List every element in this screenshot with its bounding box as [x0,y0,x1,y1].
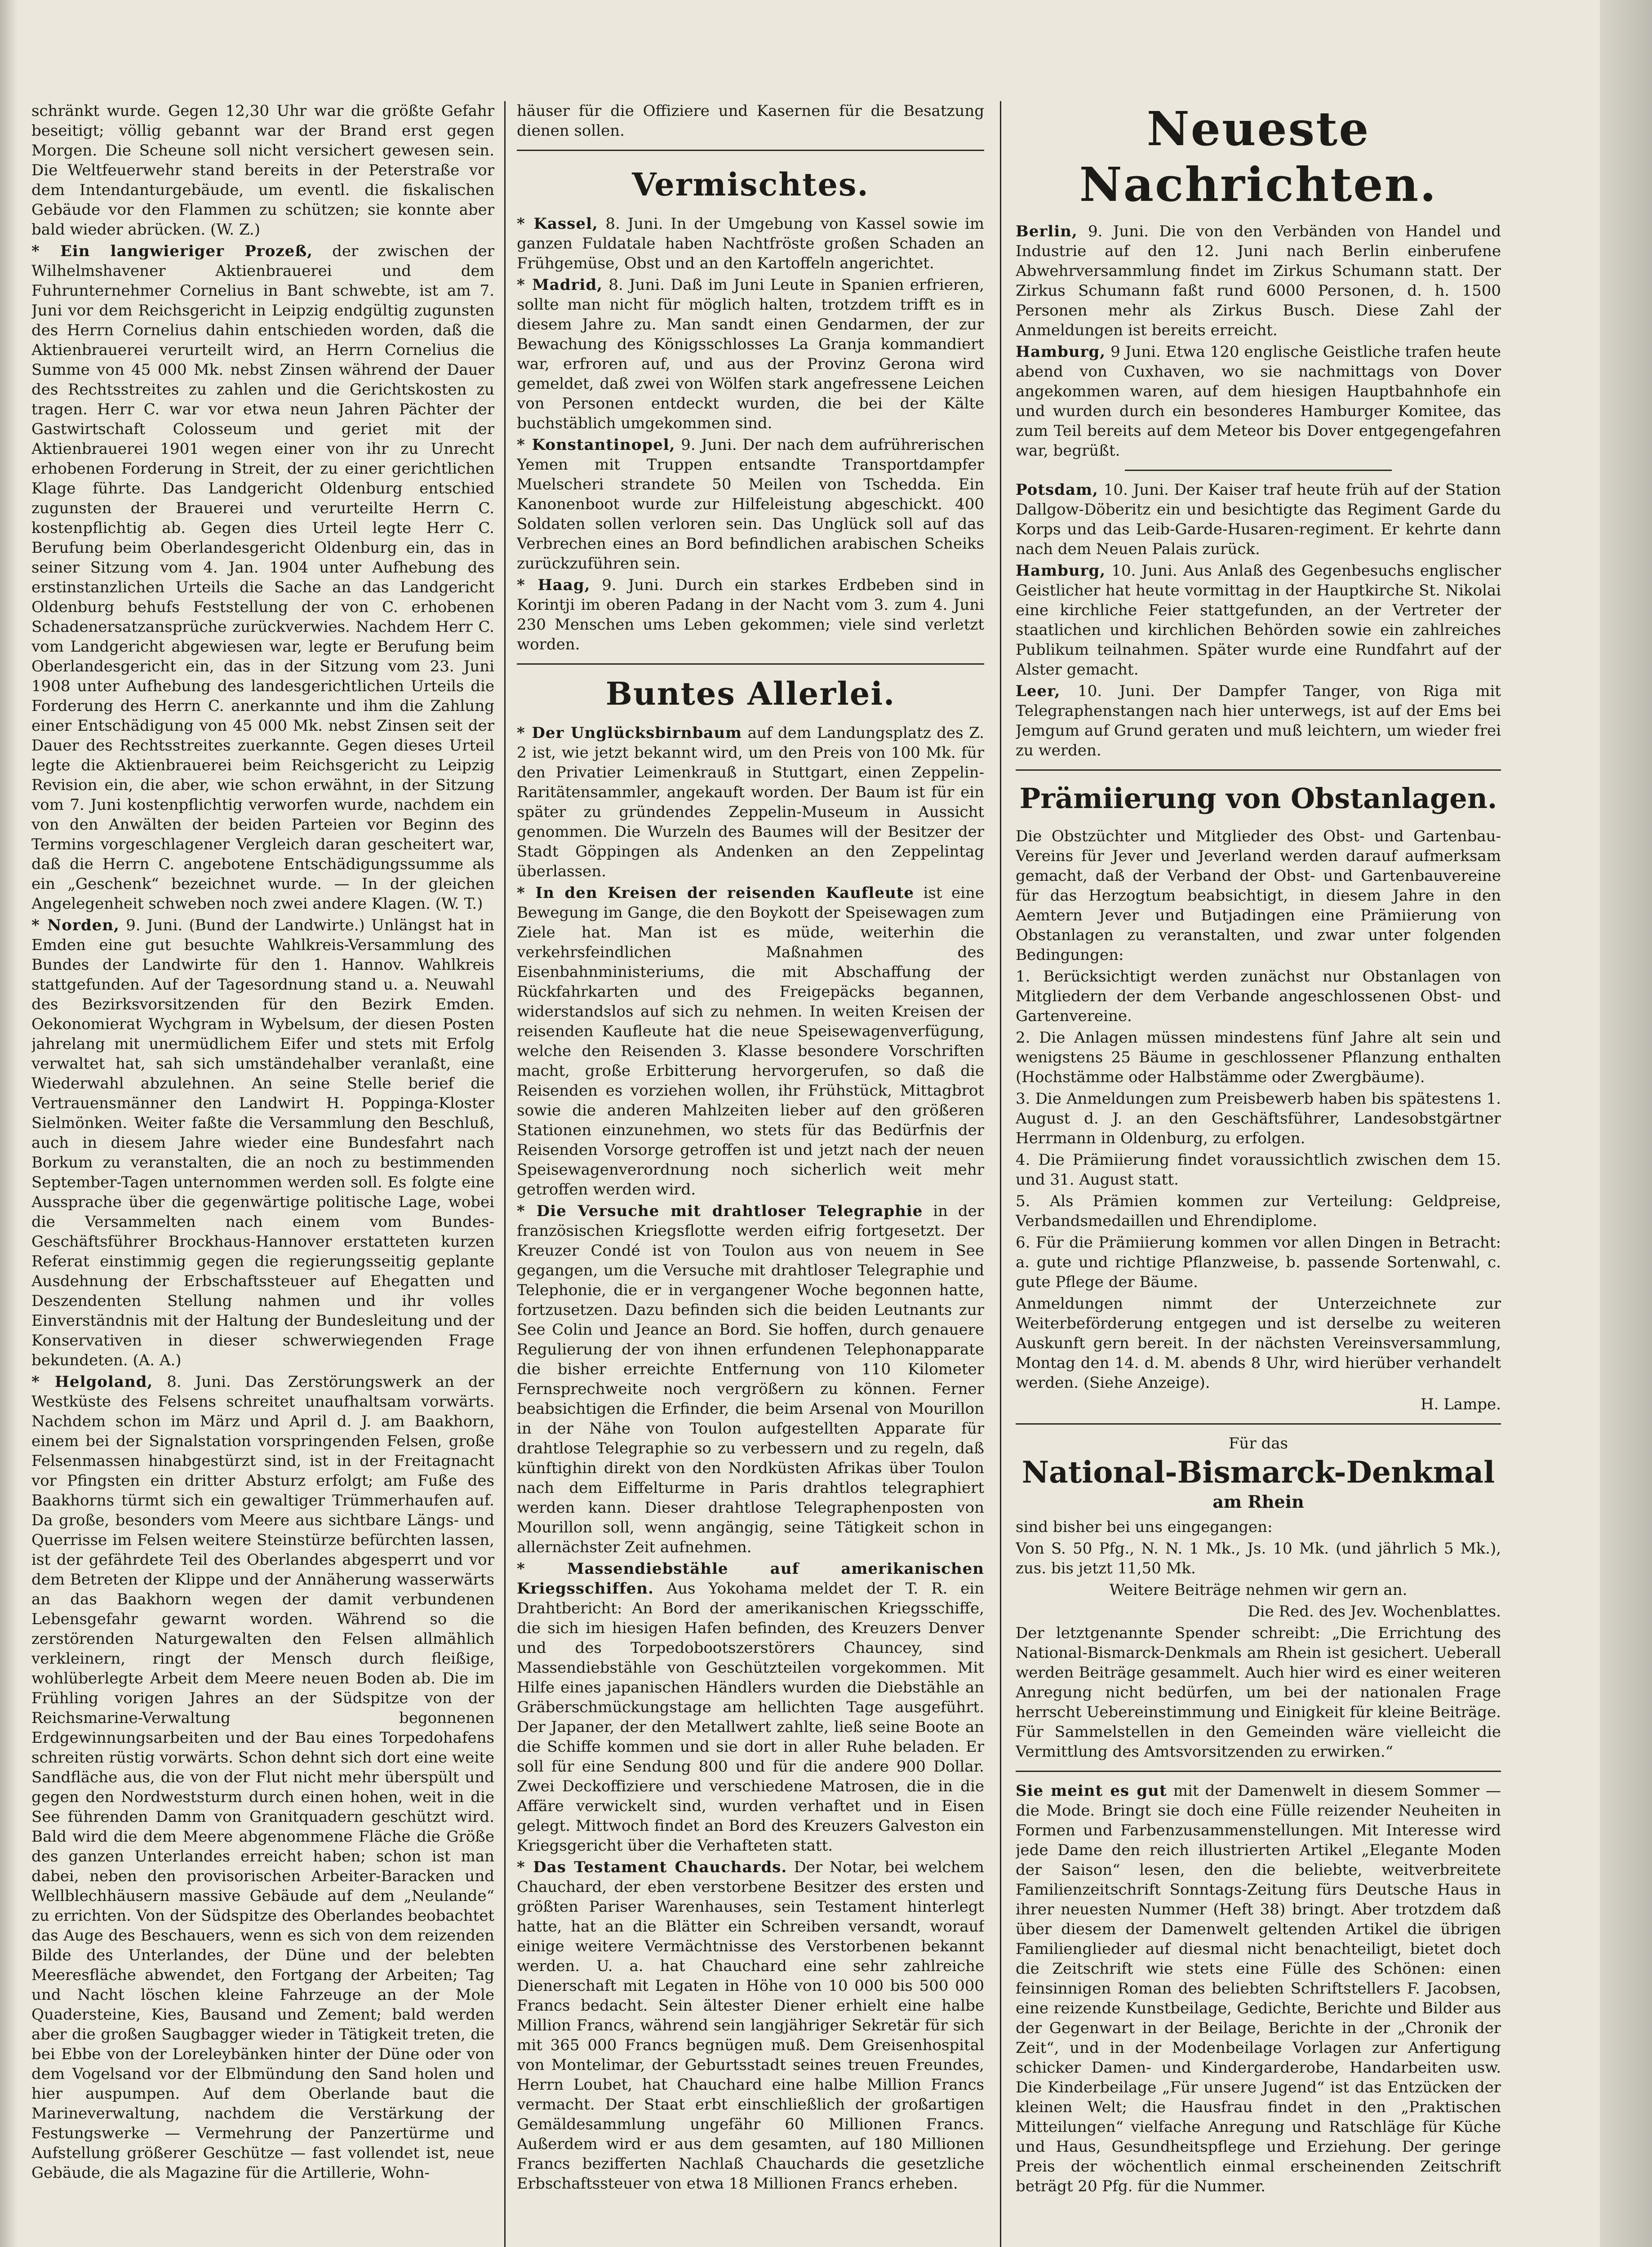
dateline: Leer, [1016,682,1061,700]
dateline: Berlin, [1016,222,1078,240]
article-heading: * Ein langwieriger Prozeß, [31,242,313,260]
news-potsdam [1016,480,1501,559]
article-heading: * Haag, [517,576,591,594]
dateline: Hamburg, [1016,343,1106,361]
article-birnbaum [517,723,984,881]
article-heading: * Konstantinopel, [517,436,675,454]
article-konstantinopel [517,435,984,573]
article-body: 8. Juni. Das Zerstörungswerk an der Westküste des Felsens schreitet unaufhaltsam vorwärts. Nachdem schon im März und April d. J. am Baakhorn, einem bei der Signalstation vorspringenden Felsen, große Felsenmassen hinabgestürzt sind, ist in der Freitagnacht vor Pfingsten ein dritter Absturz erfolgt; am Fuße des Baakhorns türmt sich ein gewaltiger Trümmerhaufen auf. Da große, besonders vom Meere aus sichtbare Längs- und Querrisse im Felsen weitere Steinstürze befürchten lassen, ist der gefährdete Teil des Oberlandes abgesperrt und vor dem Betreten der Klippe und der Annäherung wasserwärts an das Baakhorn wegen der damit verbundenen Lebensgefahr gewarnt worden. Während so die zerstörenden Naturgewalten den Felsen allmählich verkleinern, ringt der Mensch durch fleißige, wohlüberlegte Arbeit dem Meere neuen Boden ab. Die im Frühling vorigen Jahres an der Südspitze von der Reichsmarine-Verwaltung begonnenen Erdgewinnungsarbeiten und der Bau eines Torpedohafens schreiten rüstig vorwärts. Schon dehnt sich dort eine weite Sandfläche aus, die von der Flut nicht mehr überspült und gegen den Nordweststurm durch einen hohen, weit in die See führenden Damm von Granitquadern geschützt wird. Bald wird die dem Meere abgenommene Fläche die Größe des ganzen Unterlandes erreicht haben; schon ist man dabei, neben den provisorischen Arbeiter-Baracken und Wellblechhäusern massive Gebäude auf dem „Neulande“ zu errichten. Von der Südspitze des Oberlandes beobachtet das Auge des Beschauers, wenn es sich von dem reizenden Bilde des Unterlandes, der Düne und der belebten Meeresfläche abwendet, den Fortgang der Arbeiten; Tag und Nacht löschen kleine Fahrzeuge an der Mole Quadersteine, Kies, Bausand und Zement; bald werden aber die großen Saugbagger wieder in Tätigkeit treten, die bei Ebbe von der Loreleybänken hinter der Düne oder von dem Vogelsand vor der Elbmündung den Sand holen und hier auspumpen. Auf dem Oberlande baut die Marineverwaltung, nachdem die Verstärkung der Festungswerke — Vermehrung der Panzertürme und Aufstellung größerer Geschütze — fast vollendet ist, neue Gebäude, die als Magazine für die Artillerie, Wohn- [31,1373,494,2182]
praemiierung-condition-6: 6. Für die Prämiierung kommen vor allen Dingen in Betracht: a. gute und richtige Pflanzweise, b. passende Sortenwahl, c. gute Pflege der Bäume. [1016,1234,1501,1291]
donations-intro: sind bisher bei uns eingegangen: [1016,1518,1273,1536]
column-3 [1016,101,1501,2247]
news-hamburg-1 [1016,342,1501,461]
column-2 [517,101,984,2247]
article-body: der zwischen der Wilhelmshavener Aktienbrauerei und dem Fuhrunternehmer Cornelius in Bant schwebte, ist am 7. Juni vor dem Reichsgericht in Leipzig endgültig zugunsten des Herrn Cornelius dahin entschieden worden, daß die Aktienbrauerei verurteilt wird, an Herrn Cornelius die Summe von 45 000 Mk. nebst Zinsen während der Dauer des Rechtsstreites zu zahlen und die Gerichtskosten zu tragen. Herr C. war vor etwa neun Jahren Pächter der Gastwirtschaft Colosseum und geriet mit der Aktienbrauerei 1901 wegen einer von ihr zu Unrecht erhobenen Forderung in Streit, der zu einer gerichtlichen Klage führte. Das Landgericht Oldenburg entschied zugunsten der Brauerei und verurteilte Herrn C. kostenpflichtig ab. Gegen dies Urteil legte Herr C. Berufung beim Oberlandesgericht Oldenburg ein, das in seiner Sitzung vom 4. Jan. 1904 unter Aufhebung des erstinstanzlichen Urteils die Sache an das Landgericht Oldenburg behufs Feststellung der von C. erhobenen Schadenersatzansprüche zurückverwies. Nachdem Herr C. vom Landgericht abgewiesen war, legte er Berufung beim Oberlandesgericht ein, das in der Sitzung vom 23. Juni 1908 unter Aufhebung des landesgerichtlichen Urteils die Forderung des Herrn C. anerkannte und ihm die Zahlung einer Entschädigung von 45 000 Mk. nebst Zinsen seit der Dauer des Rechtsstreites zuerkannte. Gegen dieses Urteil legte die Aktienbrauerei beim Reichsgericht zu Leipzig Revision ein, die aber, wie schon erwähnt, in der Sitzung vom 7. Juni kostenpflichtig verworfen wurde, nachdem ein von den Anwälten der beiden Parteien vor Beginn des Termins vorgeschlagener Vergleich daran gescheitert war, daß die Herrn C. angebotene Entschädigungssumme als ein „Geschenk“ bezeichnet wurde. — In der gleichen Angelegenheit schweben noch zwei andere Klagen. (W. T.) [31,242,494,913]
column-rule-2 [1000,101,1001,2247]
page-edge [1600,0,1652,2247]
article-body: Der Notar, bei welchem Chauchard, der eben verstorbene Besitzer des ersten und größten Pariser Warenhauses, sein Testament hinterlegt hatte, hat an die Blätter ein Schreiben versandt, worauf einige weitere Vermächtnisse des Verstorbenen bekannt werden. U. a. hat Chauchard eine sehr zahlreiche Dienerschaft mit Legaten in Höhe von 10 000 bis 500 000 Francs bedacht. Sein ältester Diener erhielt eine halbe Million Francs, während sein langjähriger Sekretär für sich mit 365 000 Francs begnügen muß. Dem Greisenhospital von Montelimar, der Geburtsstadt seines treuen Freundes, Herrn Loubet, hat Chauchard eine halbe Million Francs vermacht. Der Staat erbt einschließlich der großartigen Gemäldesammlung ungefähr 60 Millionen Francs. Außerdem wird er aus dem gesamten, auf 180 Millionen Francs bezifferten Nachlaß Chauchards die gesetzliche Erbschaftssteuer von etwa 18 Millionen Francs erheben. [517,1858,984,2193]
praemiierung-condition-4: 4. Die Prämiierung findet voraussichtlich zwischen dem 15. und 31. August statt. [1016,1151,1501,1189]
section-divider [517,150,984,151]
article-heading: * Der Unglücksbirnbaum [517,724,742,742]
article-heading: Sie meint es gut [1016,1782,1167,1800]
article-haag [517,575,984,654]
page-gutter [0,0,18,2247]
article-heading: * In den Kreisen der reisenden Kaufleute [517,884,915,902]
news-body: 10. Juni. Aus Anlaß des Gegenbesuchs englischer Geistlicher hat heute vormittag in der Hauptkirche St. Nikolai eine kirchliche Feier stattgefunden, an der Vertreter der staatlichen und kirchlichen Behörden sowie ein zahlreiches Publikum teilnahmen. Später wurde eine Rundfahrt auf der Alster gemacht. [1016,562,1501,679]
fuer-das-label: Für das [1228,1434,1288,1452]
news-divider [1125,470,1392,471]
section-divider [1016,1423,1501,1425]
article-madrid [517,275,984,433]
section-title-national-bismarck-denkmal: National-Bismarck-Denkmal [1021,1455,1495,1490]
donations-letter: Der letztgenannte Spender schreibt: „Die Errichtung des National-Bismarck-Denkmals am Rhein ist gesichert. Ueberall werden Beiträge gesammelt. Auch hier wird es einer weiteren Anregung nicht bedürfen, um bei der nationalen Frage herrscht Uebereinstimmung und Einigkeit für kleine Beiträge. Für Sammelstellen in den Gemeinden wäre vielleicht die Vermittlung des Amtsvorsitzenden zu erwirken.“ [1016,1624,1501,1761]
section-subtitle-am-rhein: am Rhein [1212,1492,1304,1512]
article-heading: * Die Versuche mit drahtloser Telegraphie [517,1202,923,1220]
praemiierung-condition-3: 3. Die Anmeldungen zum Preisbewerb haben bis spätestens 1. August d. J. an den Geschäftsführer, Landesobstgärtner Herrmann in Oldenburg, zu erfolgen. [1016,1090,1501,1147]
praemiierung-condition-5: 5. Als Prämien kommen zur Verteilung: Geldpreise, Verbandsmedaillen und Ehrendiplome. [1016,1192,1501,1230]
news-body: 10. Juni. Der Dampfer Tanger, von Riga mit Telegraphenstangen nach hier unterwegs, ist auf der Ems bei Jemgum auf Grund geraten und muß leichtern, um wieder frei zu werden. [1016,682,1501,759]
news-berlin [1016,222,1501,340]
article-norden [31,915,494,1370]
praemiierung-condition-1: 1. Berücksichtigt werden zunächst nur Obstanlagen von Mitgliedern der dem Verbande angeschlossenen Obst- und Gartenvereine. [1016,968,1501,1025]
article-body: 9. Juni. Der nach dem aufrührerischen Yemen mit Truppen entsandte Transportdampfer Muelscheri strandete 50 Meilen von Tschedda. Ein Kanonenboot wurde zur Hilfeleistung abgeschickt. 400 Soldaten sollen verloren sein. Das Unglück soll auf das Verbrechen eines an Bord befindlichen arabischen Scheiks zurückzuführen sein. [517,436,984,573]
article-heading: * Helgoland, [31,1373,153,1391]
article-heading: * Norden, [31,916,120,934]
news-body: 9. Juni. Die von den Verbänden von Handel und Industrie auf den 12. Juni nach Berlin einberufene Abwehrversammlung findet im Zirkus Schumann statt. Der Zirkus Schumann faßt rund 6000 Personen, d. h. 1500 Personen mehr als Zirkus Busch. Diese Zahl der Anmeldungen ist bereits erreicht. [1016,222,1501,339]
section-title-buntes-allerlei: Buntes Allerlei. [605,675,896,712]
section-divider [517,663,984,665]
article-body: Aus Yokohama meldet der T. R. ein Drahtbericht: An Bord der amerikanischen Kriegsschiffe, die sich im hiesigen Hafen befinden, des Kreuzers Denver und des Torpedobootszerstörers Chauncey, sind Massendiebstähle von Geschützteilen vorgekommen. Mit Hilfe eines japanischen Händlers wurden die Diebstähle an Gräberschmückungstage am hellichten Tage ausgeführt. Der Japaner, der den Metallwert zahlte, ließ seine Boote an die Schiffe kommen und sie dort in aller Ruhe beladen. Er soll für eine Sendung 800 und für die andere 900 Dollar. Zwei Deckoffiziere und verschiedene Matrosen, die in die Affäre verwickelt sind, wurden verhaftet und in Eisen gelegt. Mittwoch findet an Bord des Kreuzers Galveston ein Kriegsgericht über die Verhafteten statt. [517,1580,984,1855]
dateline: Hamburg, [1016,562,1106,580]
praemiierung-signature: H. Lampe. [1420,1395,1501,1413]
article-chauchard [517,1857,984,2194]
article-speisewagen [517,883,984,1199]
article-body: 8. Juni. In der Umgebung von Kassel sowie im ganzen Fuldatale haben Nachtfröste großen Schaden an Frühgemüse, Obst und an den Kartoffeln angerichtet. [517,215,984,272]
article-kassel [517,214,984,273]
column-rule-1 [504,101,506,2247]
news-body: 10. Juni. Der Kaiser traf heute früh auf der Station Dallgow-Döberitz ein und besichtigte das Regiment Garde du Korps und das Leib-Garde-Husaren-regiment. Er kehrte dann nach dem Neuen Palais zurück. [1016,481,1501,558]
section-title-vermischtes: Vermischtes. [632,166,869,203]
article-fire-end: schränkt wurde. Gegen 12,30 Uhr war die größte Gefahr beseitigt; völlig gebannt war der Brand erst gegen Morgen. Die Scheune soll nicht versichert gewesen sein. Die Weltfeuerwehr stand bereits in der Peterstraße vor dem Intendanturgebäude, um eventl. die fiskalischen Gebäude vor den Flammen zu schützen; sie konnte aber bald wieder abrücken. (W. Z.) [31,102,494,239]
donations-signature: Die Red. des Jev. Wochenblattes. [1248,1603,1501,1621]
donations-request: Weitere Beiträge nehmen wir gern an. [1109,1581,1408,1599]
praemiierung-closing: Anmeldungen nimmt der Unterzeichnete zur Weiterbeförderung entgegen und ist derselbe zu weiteren Auskunft gern bereit. In der nächsten Vereinsversammlung, Montag den 14. d. M. abends 8 Uhr, wird hierüber verhandelt werden. (Siehe Anzeige). [1016,1295,1501,1392]
article-body: 8. Juni. Daß im Juni Leute in Spanien erfrieren, sollte man nicht für möglich halten, trotzdem trifft es in diesem Jahre zu. Man sandt einen Gendarmen, der zur Bewachung des Königsschlosses La Granja kommandiert war, erfroren auf, und aus der Provinz Gerona wird gemeldet, daß zwei von Wölfen stark angefressene Leichen von Personen entdeckt wurden, die bei der Kälte buchstäblich umgekommen sind. [517,276,984,432]
article-telegraphie [517,1201,984,1557]
section-title-praemiierung: Prämiierung von Obstanlagen. [1019,782,1497,815]
section-divider [1016,1771,1501,1772]
column-1 [31,101,494,2247]
article-helgoland-end: häuser für die Offiziere und Kasernen für die Besatzung dienen sollen. [517,102,984,140]
section-divider [1016,769,1501,771]
praemiierung-condition-2: 2. Die Anlagen müssen mindestens fünf Jahre alt sein und wenigstens 25 Bäume in geschlossener Pflanzung enthalten (Hochstämme oder Halbstämme oder Zwergbäume). [1016,1029,1501,1086]
article-kriegsschiffe [517,1559,984,1856]
news-body: 9 Juni. Etwa 120 englische Geistliche trafen heute abend von Cuxhaven, wo sie nachmittags von Dover angekommen waren, auf dem hiesigen Hauptbahnhofe ein und wurden durch ein besonderes Hamburger Komitee, das zum Teil bereits auf dem Meteor bis Dover entgegengefahren war, begrüßt. [1016,343,1501,460]
article-prozess [31,241,494,914]
article-body: in der französischen Kriegsflotte werden eifrig fortgesetzt. Der Kreuzer Condé ist von Toulon aus von neuem in See gegangen, um die Versuche mit drahtloser Telegraphie und Telephonie, die er in vergangener Woche begonnen hatte, fortzusetzen. Dazu befinden sich die beiden Leutnants zur See Colin und Jeance an Bord. Sie hoffen, durch genauere Regulierung der von ihnen erfundenen Telephonapparate die bisher erreichte Entfernung von 110 Kilometer Fernsprechweite noch vergrößern zu können. Ferner beabsichtigen die Erfinder, die beim Arsenal von Mourillon in der Nähe von Toulon aufgestellten Apparate für drahtlose Telegraphie so zu verbessern und zu regeln, daß künftighin direkt von den Nordküsten Afrikas über Toulon nach dem Eiffelturme in Paris drahtlos telegraphiert werden kann. Dieser drahtlose Telegraphenposten von Mourillon soll, wenn angängig, seine Tätigkeit schon in allernächster Zeit aufnehmen. [517,1202,984,1556]
article-mode [1016,1781,1501,2196]
dateline: Potsdam, [1016,481,1098,499]
article-body: 9. Juni. (Bund der Landwirte.) Unlängst hat in Emden eine gut besuchte Wahlkreis-Versammlung des Bundes der Landwirte für den 1. Hannov. Wahlkreis stattgefunden. Auf der Tagesordnung stand u. a. Neuwahl des Bezirksvorsitzenden für den Bezirk Emden. Oekonomierat Wychgram in Wybelsum, der diesen Posten jahrelang mit unermüdlichem Eifer und stets mit Erfolg verwaltet hat, sah sich umständehalber veranlaßt, eine Wiederwahl abzulehnen. An seine Stelle berief die Vertrauensmänner den Landwirt H. Poppinga-Kloster Sielmönken. Weiter faßte die Versammlung den Beschluß, auch in diesem Jahre wieder eine Bundesfahrt nach Borkum zu veranstalten, die an noch zu bestimmenden September-Tagen unternommen werden soll. Es folgte eine Aussprache über die gegenwärtige politische Lage, wobei die Versammelten nach einem vom Bundes-Geschäftsführer Brockhaus-Hannover erstatteten kurzen Referat einstimmig gegen die regierungsseitig geplante Ausdehnung der Erbschaftssteuer auf Ehegatten und Deszendenten Stellung nahmen und ihr volles Einverständnis mit der Haltung der Bundesleitung und der Konservativen in dieser schwerwiegenden Frage bekundeten. (A. A.) [31,916,494,1369]
article-heading: * Kassel, [517,215,598,233]
article-body: auf dem Landungsplatz des Z. 2 ist, wie jetzt bekannt wird, um den Preis von 100 Mk. für den Privatier Leimenkrauß in Stuttgart, einen Zeppelin-Raritätensammler, angekauft worden. Der Baum ist für ein später zu gründendes Zeppelin-Museum in Aussicht genommen. Die Wurzeln des Baumes will der Besitzer der Stadt Göppingen als Andenken an den Zeppelintag überlassen. [517,724,984,880]
article-helgoland [31,1372,494,2183]
article-heading: * Das Testament Chauchards. [517,1858,787,1876]
article-heading: * Massendiebstähle auf amerikanischen Kriegsschiffen. [517,1560,984,1598]
news-leer [1016,681,1501,760]
article-body: mit der Damenwelt in diesem Sommer — die Mode. Bringt sie doch eine Fülle reizender Neuheiten in Formen und Farbenzusammenstellungen. Mit Interesse wird jede Dame den reich illustrierten Artikel „Elegante Moden der Saison“ lesen, den die beliebte, weitverbreitete Familienzeitschrift Sonntags-Zeitung fürs Deutsche Haus in ihrer neuesten Nummer (Heft 38) bringt. Aber trotzdem daß über diesem der Damenwelt geltenden Artikel die übrigen Familienglieder auf diesmal nicht benachteiligt, bietet doch die Zeitschrift wie stets eine Fülle des Schönen: einen feinsinnigen Roman des beliebten Schriftstellers F. Jacobsen, eine reizende Kunstbeilage, Gedichte, Berichte und Bilder aus der Gegenwart in der Beilage, Berichte in der „Chronik der Zeit“, und in der Modenbeilage Vorlagen zur Anfertigung schicker Damen- und Kindergarderobe, Handarbeiten usw. Die Kinderbeilage „Für unsere Jugend“ ist das Entzücken der kleinen Welt; die Hausfrau findet in den „Praktischen Mitteilungen“ vielfache Anregung und Ratschläge für Küche und Haus, Gesundheitspflege und Erziehung. Der geringe Preis der wöchentlich einmal erscheinenden Zeitschrift beträgt 20 Pfg. für die Nummer. [1016,1782,1501,2195]
article-body: 9. Juni. Durch ein starkes Erdbeben sind in Korintji im oberen Padang in der Nacht vom 3. zum 4. Juni 230 Menschen ums Leben gekommen; viele sind verletzt worden. [517,576,984,653]
donations-list: Von S. 50 Pfg., N. N. 1 Mk., Js. 10 Mk. (und jährlich 5 Mk.), zus. bis jetzt 11,50 Mk. [1016,1540,1501,1577]
article-heading: * Madrid, [517,276,603,294]
article-body: ist eine Bewegung im Gange, die den Boykott der Speisewagen zum Ziele hat. Man ist es müde, weiterhin die verkehrsfeindlichen Maßnahmen des Eisenbahnministeriums, die mit Abschaffung der Rückfahrkarten und des Freigepäcks begannen, widerstandslos auf sich zu nehmen. In weiten Kreisen der reisenden Kaufleute hat die neue Speisewagenverfügung, welche den Reisenden 3. Klasse besondere Vorschriften macht, große Erbitterung hervorgerufen, so daß die Reisenden es vorziehen wollen, ihr Frühstück, Mittagbrot sowie die anderen Mahlzeiten lieber auf den größeren Stationen einzunehmen, wo stets für das Bedürfnis der Reisenden Vorsorge getroffen ist und jetzt nach der neuen Speisewagenverordnung noch sicherlich weit mehr getroffen werden wird. [517,884,984,1199]
section-title-neueste-nachrichten: Neueste Nachrichten. [1079,101,1438,212]
news-hamburg-2 [1016,561,1501,679]
praemiierung-intro: Die Obstzüchter und Mitglieder des Obst- und Gartenbau-Vereins für Jever und Jeverland werden darauf aufmerksam gemacht, daß der Verband der Obst- und Gartenbauvereine für das Herzogtum beabsichtigt, in diesem Jahre in den Aemtern Jever und Butjadingen eine Prämiierung von Obstanlagen zu veranstalten, und zwar unter folgenden Bedingungen: [1016,827,1501,964]
